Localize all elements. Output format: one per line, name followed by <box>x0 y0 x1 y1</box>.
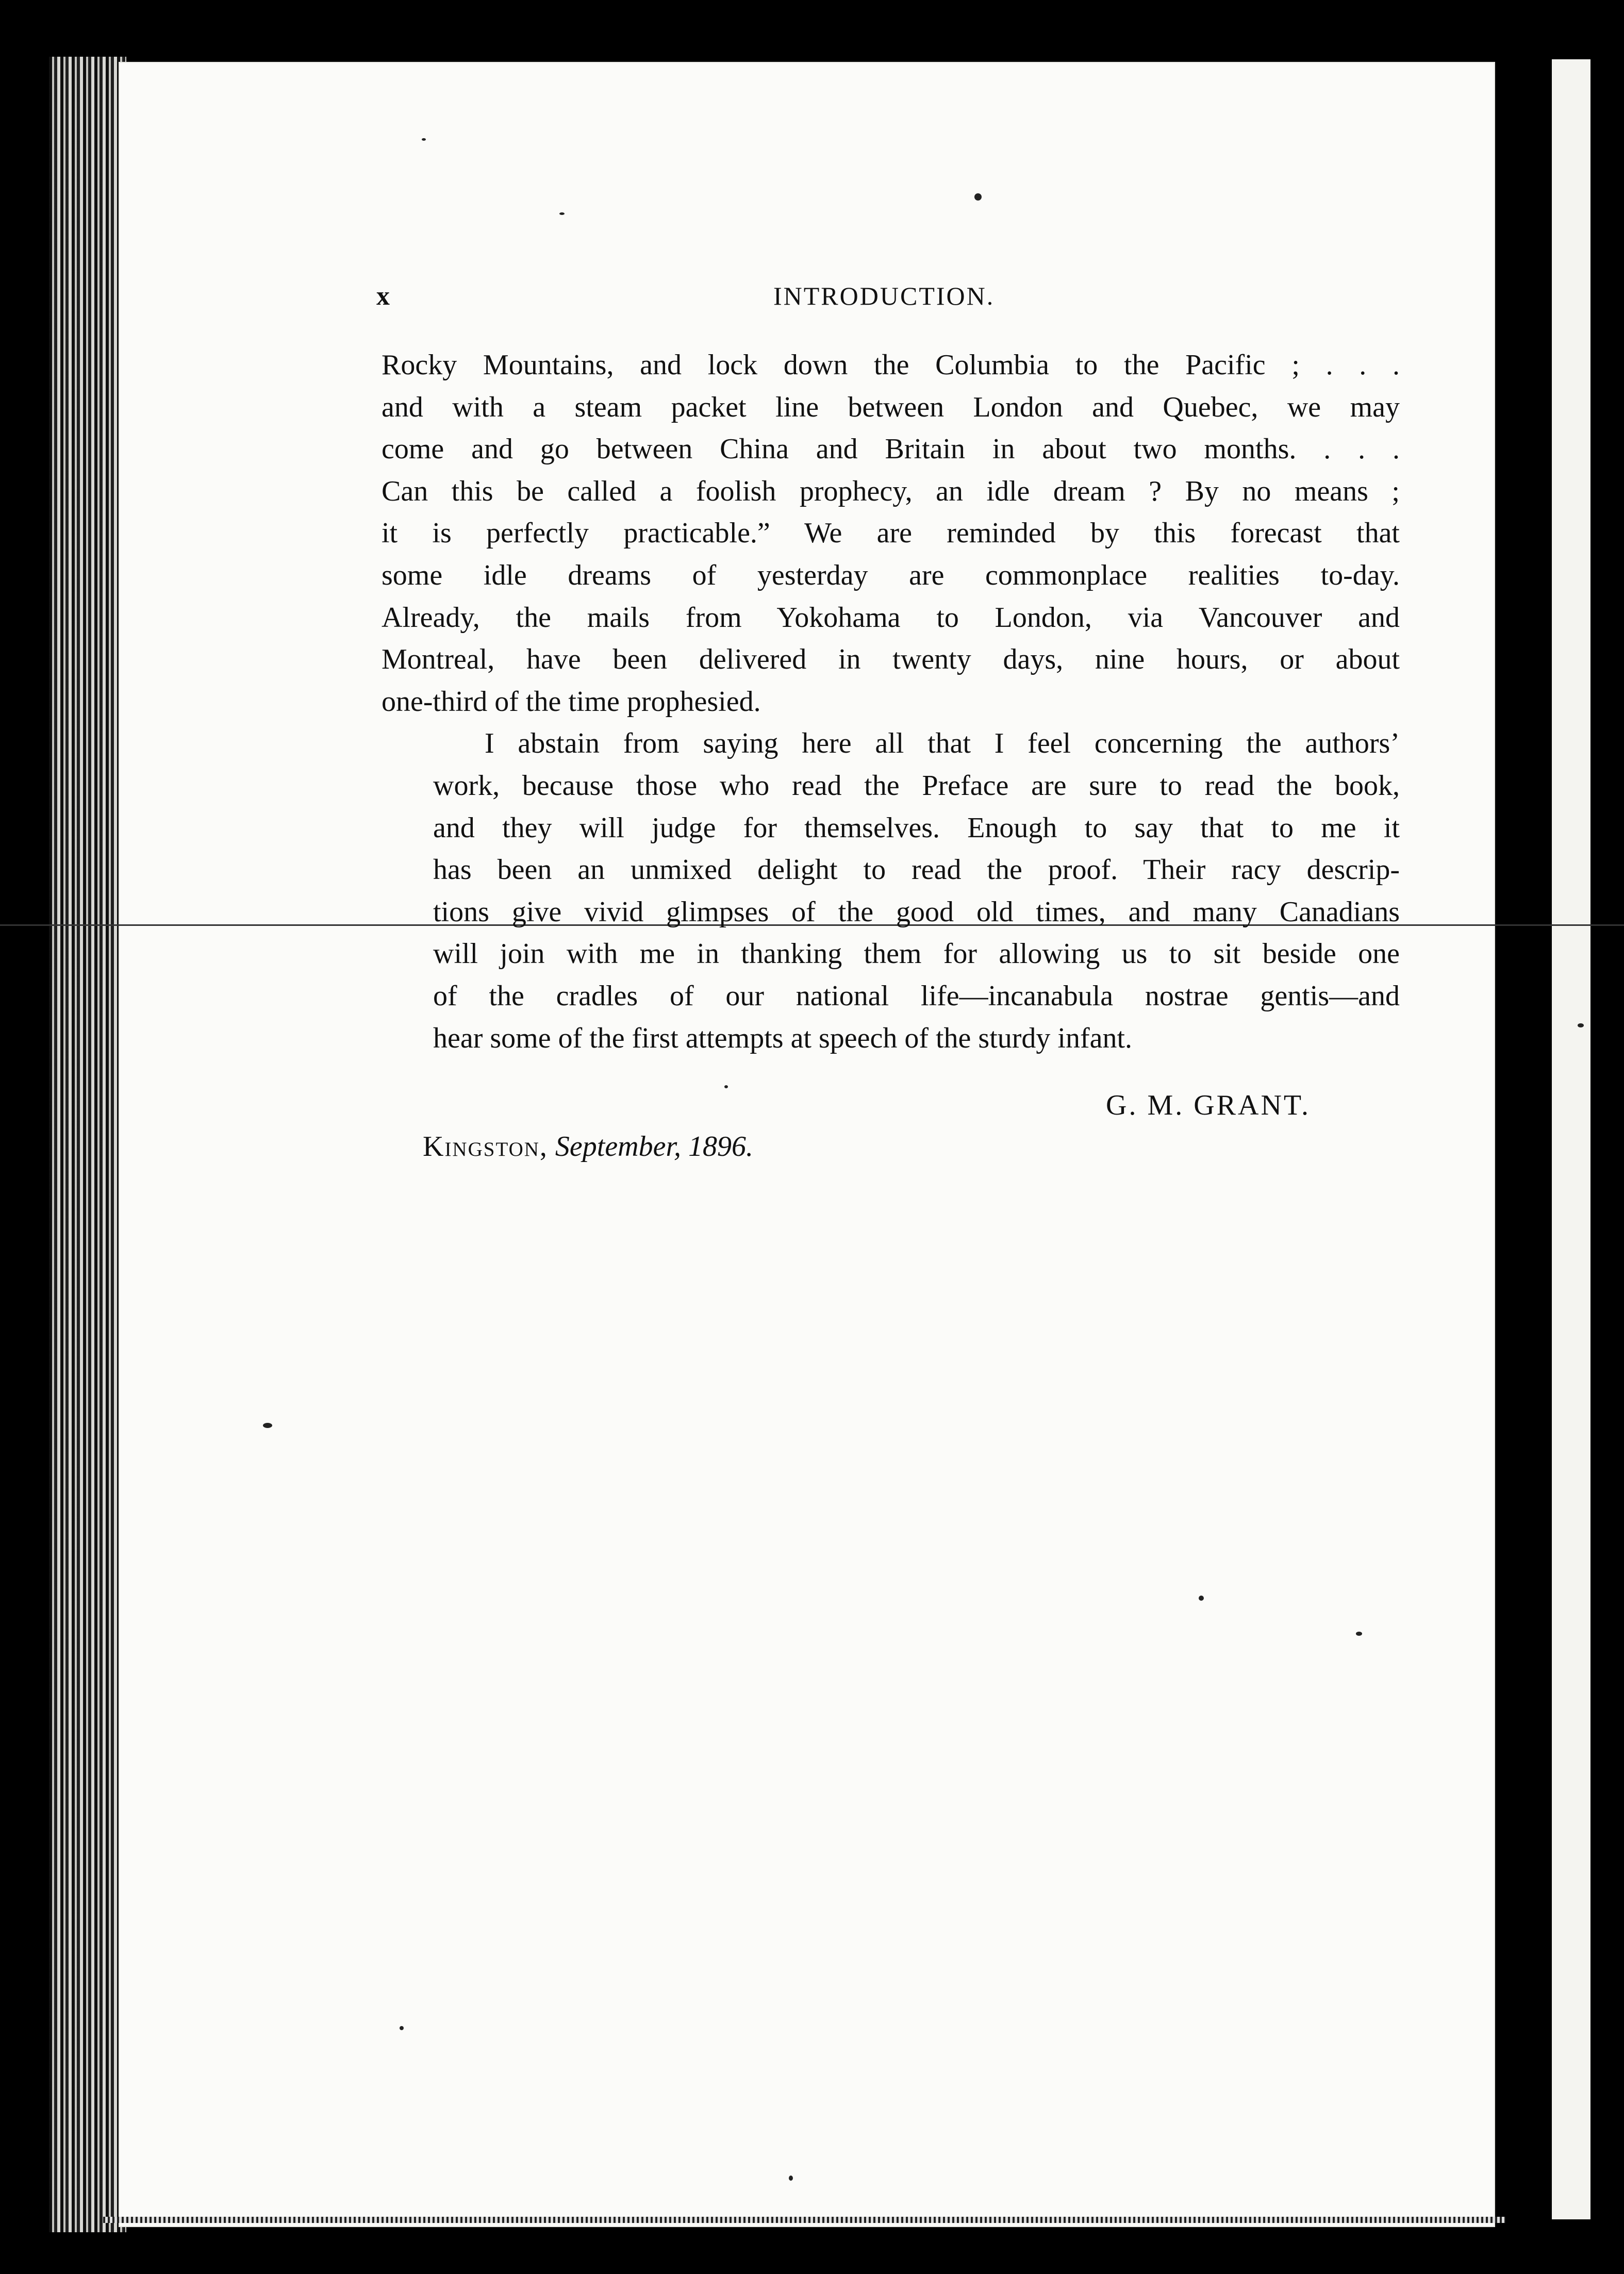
author-signature: G. M. GRANT. <box>1106 1089 1311 1121</box>
paragraph-1 <box>382 344 1400 723</box>
dateline <box>423 1130 753 1163</box>
text-line: I abstain from saying here all that I feel concerning the authors’ <box>485 727 1400 760</box>
dateline-date: September, 1896. <box>555 1131 754 1163</box>
scan-speck <box>1356 1632 1362 1636</box>
text-line: come and go between China and Britain in about two months. . . . <box>382 433 1400 466</box>
scan-speck <box>789 2176 793 2181</box>
page-number: x <box>376 281 390 311</box>
scan-speck <box>559 212 565 215</box>
text-line: tions give vivid glimpses of the good old times, and many Canadians <box>433 895 1400 928</box>
paragraph-2 <box>382 723 1400 1059</box>
next-page-edge <box>1552 59 1590 2219</box>
book-binding-edge <box>49 57 126 2232</box>
body-text <box>382 344 1400 1059</box>
text-line: Already, the mails from Yokohama to London, via Vancouver and <box>382 601 1400 634</box>
text-line: some idle dreams of yesterday are commonplace realities to-day. <box>382 559 1400 591</box>
text-line: work, because those who read the Preface are sure to read the book, <box>433 769 1400 802</box>
running-head <box>376 281 1407 317</box>
scan-speck <box>974 193 982 201</box>
scan-speck <box>1199 1596 1204 1601</box>
scan-speck <box>400 2026 404 2030</box>
scan-speck <box>1578 1023 1584 1027</box>
text-line: Can this be called a foolish prophecy, an idle dream ? By no means ; <box>382 475 1400 507</box>
text-line: Rocky Mountains, and lock down the Columbia to the Pacific ; . . . <box>382 349 1400 381</box>
text-line: it is perfectly practicable.” We are reminded by this forecast that <box>382 517 1400 550</box>
text-line: hear some of the first attempts at speech of the sturdy infant. <box>433 1022 1133 1054</box>
scan-speck <box>263 1423 272 1428</box>
text-line: will join with me in thanking them for allowing us to sit beside one <box>433 938 1400 970</box>
scan-speck <box>422 138 426 141</box>
dateline-place: Kingston, <box>423 1131 548 1163</box>
text-line: of the cradles of our national life—incanabula nostrae gentis—and <box>433 980 1400 1012</box>
text-line: Montreal, have been delivered in twenty days, nine hours, or about <box>382 643 1400 676</box>
text-line: and they will judge for themselves. Enough to say that to me it <box>433 811 1400 844</box>
scan-speck <box>724 1085 728 1088</box>
text-line: and with a steam packet line between London and Quebec, we may <box>382 391 1400 423</box>
running-title: INTRODUCTION. <box>773 281 995 310</box>
text-line: one-third of the time prophesied. <box>382 685 761 718</box>
text-line: has been an unmixed delight to read the proof. Their racy descrip- <box>433 854 1400 886</box>
page-bottom-edge <box>103 2217 1505 2223</box>
